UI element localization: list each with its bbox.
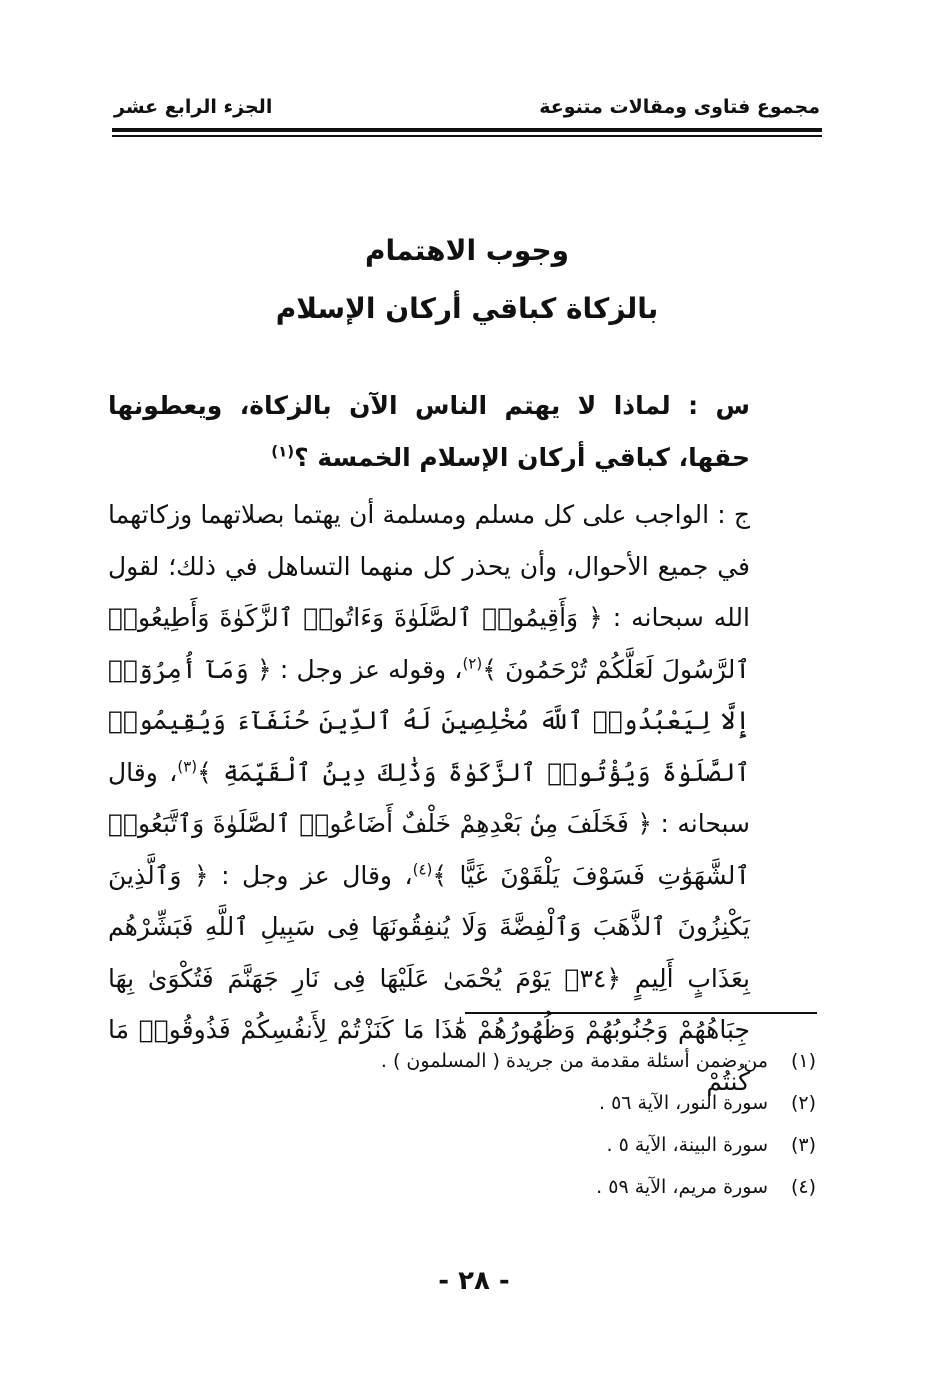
question-text: س : لماذا لا يهتم الناس الآن بالزكاة، ويعطونها حقها، كباقي أركان الإسلام الخمسة ؟ — [108, 391, 750, 472]
footnote-item — [114, 1040, 816, 1082]
answer-text: ، وقال سبحانه : — [108, 757, 750, 838]
footnote-marker: (٢) — [462, 654, 483, 673]
footnote-item — [114, 1166, 816, 1208]
footnote-marker: (١) — [271, 442, 295, 461]
answer-text: ، وقوله عز وجل : — [271, 654, 463, 684]
answer-text: ج : الواجب على كل مسلم ومسلمة أن يهتما بصلاتهما وزكاتهما في جميع الأحوال، وأن يحذر كل منهما التساهل في ذلك؛ لقول الله سبحانه : — [108, 500, 750, 632]
footnote-number: (١) — [790, 1050, 816, 1072]
footnote-item — [114, 1082, 816, 1124]
quran-verse: ﴿ وَأَقِيمُوا۟ ٱلصَّلَوٰةَ وَءَاتُوا۟ ٱلزَّكَوٰةَ وَأَطِيعُوا۟ ٱلرَّسُولَ لَعَلَّكُمْ تُرْحَمُونَ ﴾ — [108, 603, 750, 684]
article-body — [108, 380, 822, 1107]
footnote-number: (٣) — [790, 1134, 816, 1156]
footnotes — [114, 1040, 816, 1208]
running-header — [114, 96, 820, 126]
footnote-number: (٢) — [790, 1092, 816, 1114]
header-rule-thick — [112, 128, 822, 132]
footnote-item — [114, 1124, 816, 1166]
answer-text: ، وقال عز وجل : — [208, 860, 413, 890]
footnote-text: سورة البينة، الآية ٥ . — [606, 1134, 768, 1156]
header-rule-thin — [112, 135, 822, 137]
answer-paragraph — [108, 489, 822, 1107]
footnote-marker: (٣) — [177, 757, 198, 776]
quran-verse: ﴿ وَمَآ أُمِرُوٓا۟ إِلَّا لِيَعْبُدُوا۟ ٱللَّهَ مُخْلِصِينَ لَهُ ٱلدِّينَ حُنَفَآءَ وَيُقِيمُوا۟ ٱلصَّلَوٰةَ وَيُؤْتُوا۟ ٱلزَّكَوٰةَ وَذَٰلِكَ دِينُ ٱلْقَيِّمَةِ ﴾ — [108, 654, 750, 787]
volume-label: الجزء الرابع عشر — [114, 96, 273, 118]
article-title-line2: بالزكاة كباقي أركان الإسلام — [275, 292, 659, 325]
footnote-separator — [465, 1012, 817, 1014]
article-title-line1: وجوب الاهتمام — [364, 234, 570, 267]
footnote-text: سورة مريم، الآية ٥٩ . — [596, 1176, 768, 1198]
footnote-number: (٤) — [790, 1176, 816, 1198]
article-title — [114, 222, 820, 338]
footnote-text: من ضمن أسئلة مقدمة من جريدة ( المسلمون ) . — [380, 1050, 768, 1072]
book-title: مجموع فتاوى ومقالات متنوعة — [539, 96, 820, 118]
footnote-marker: (٤) — [412, 860, 433, 879]
question-paragraph — [108, 380, 822, 483]
page-number: - ٢٨ - — [438, 1266, 510, 1296]
footnote-text: سورة النور، الآية ٥٦ . — [598, 1092, 768, 1114]
quran-verse: ﴿ وَٱلَّذِينَ يَكْنِزُونَ ٱلذَّهَبَ وَٱلْفِضَّةَ وَلَا يُنفِقُونَهَا فِى سَبِيلِ ٱللَّهِ فَبَشِّرْهُم بِعَذَابٍ أَلِيمٍ ﴿٣٤﴾ يَوْمَ يُحْمَىٰ عَلَيْهَا فِى نَارِ جَهَنَّمَ فَتُكْوَىٰ بِهَا جِبَاهُهُمْ وَجُنُوبُهُمْ وَظُهُورُهُمْ هَٰذَا مَا كَنَزْتُمْ لِأَنفُسِكُمْ فَذُوقُوا۟ مَا كُنتُمْ — [108, 860, 750, 1096]
quran-verse: ﴿ فَخَلَفَ مِنۢ بَعْدِهِمْ خَلْفٌ أَضَاعُوا۟ ٱلصَّلَوٰةَ وَٱتَّبَعُوا۟ ٱلشَّهَوَٰتِ فَسَوْفَ يَلْقَوْنَ غَيًّا ﴾ — [108, 809, 751, 890]
